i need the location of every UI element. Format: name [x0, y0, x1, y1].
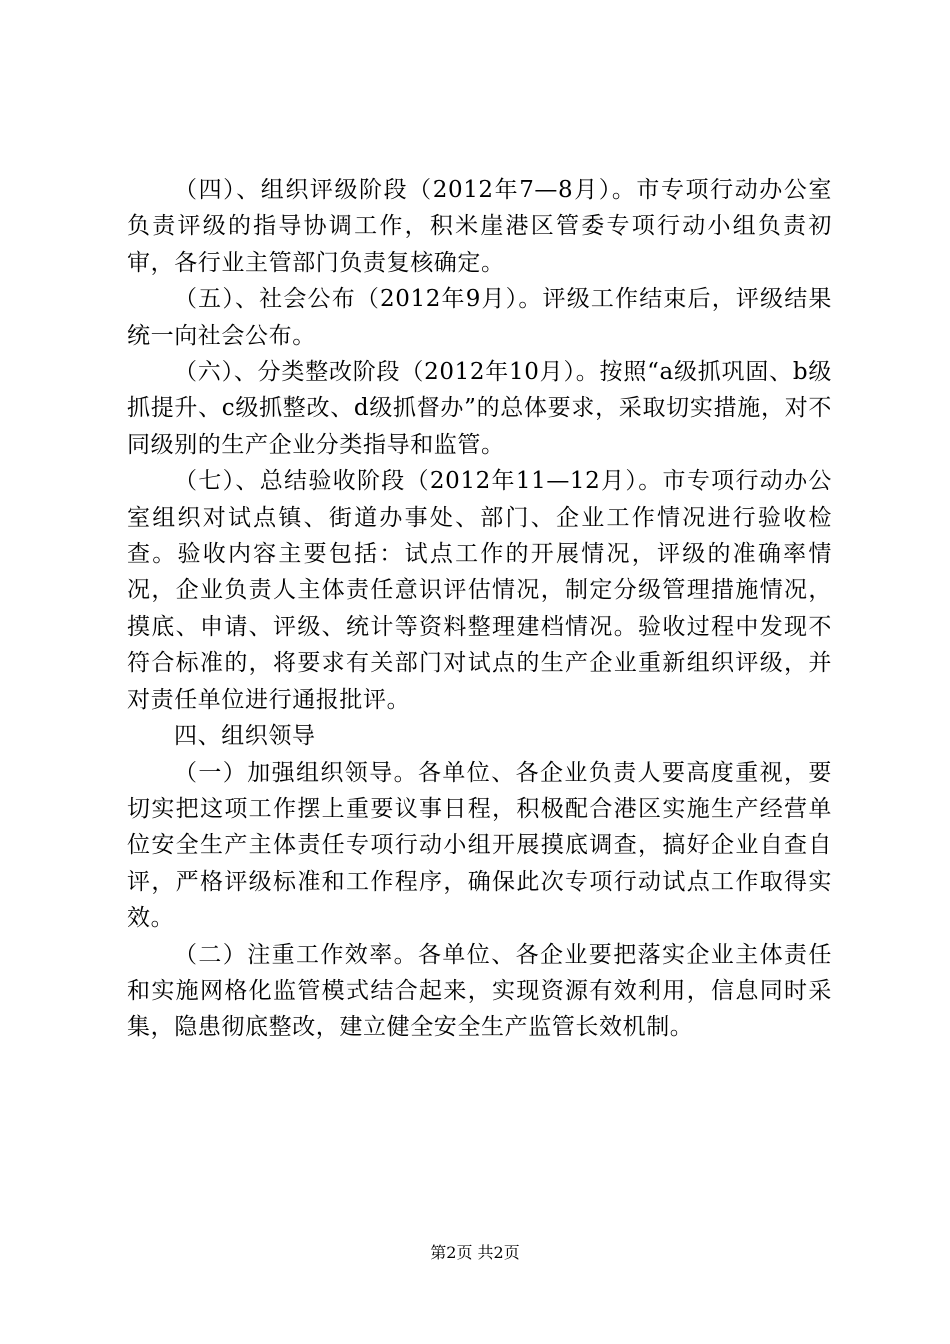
paragraph-stage-7-acceptance: （七）、总结验收阶段（2012年11—12月）。市专项行动办公室组织对试点镇、街道办事处、部门、企业工作情况进行验收检查。验收内容主要包括：试点工作的开展情况，评级的准确率情况，企业负责人主体责任意识评估情况，制定分级管理措施情况，摸底、申请、评级、统计等资料整理建档情况。验收过程中发现不符合标准的，将要求有关部门对试点的生产企业重新组织评级，并对责任单位进行通报批评。	[127, 468, 832, 713]
paragraph-leadership: （一）加强组织领导。各单位、各企业负责人要高度重视，要切实把这项工作摆上重要议事日程，积极配合港区实施生产经营单位安全生产主体责任专项行动小组开展摸底调查，搞好企业自查自评，严格评级标准和工作程序，确保此次专项行动试点工作取得实效。	[127, 759, 832, 932]
paragraph-stage-4-rating: （四）、组织评级阶段（2012年7—8月）。市专项行动办公室负责评级的指导协调工作，积米崖港区管委专项行动小组负责初审，各行业主管部门负责复核确定。	[127, 177, 832, 276]
paragraph-stage-6-rectification: （六）、分类整改阶段（2012年10月）。按照“a级抓巩固、b级抓提升、c级抓整改、d级抓督办”的总体要求，采取切实措施，对不同级别的生产企业分类指导和监管。	[127, 359, 832, 458]
paragraph-stage-5-publication: （五）、社会公布（2012年9月）。评级工作结束后，评级结果统一向社会公布。	[127, 286, 832, 349]
page-number: 第2页 共2页	[430, 1243, 520, 1262]
paragraph-efficiency: （二）注重工作效率。各单位、各企业要把落实企业主体责任和实施网格化监管模式结合起来，实现资源有效利用，信息同时采集，隐患彻底整改，建立健全安全生产监管长效机制。	[127, 941, 832, 1041]
page-footer	[0, 1242, 950, 1264]
section-heading-organization: 四、组织领导	[174, 723, 316, 750]
document-body	[127, 172, 832, 1046]
